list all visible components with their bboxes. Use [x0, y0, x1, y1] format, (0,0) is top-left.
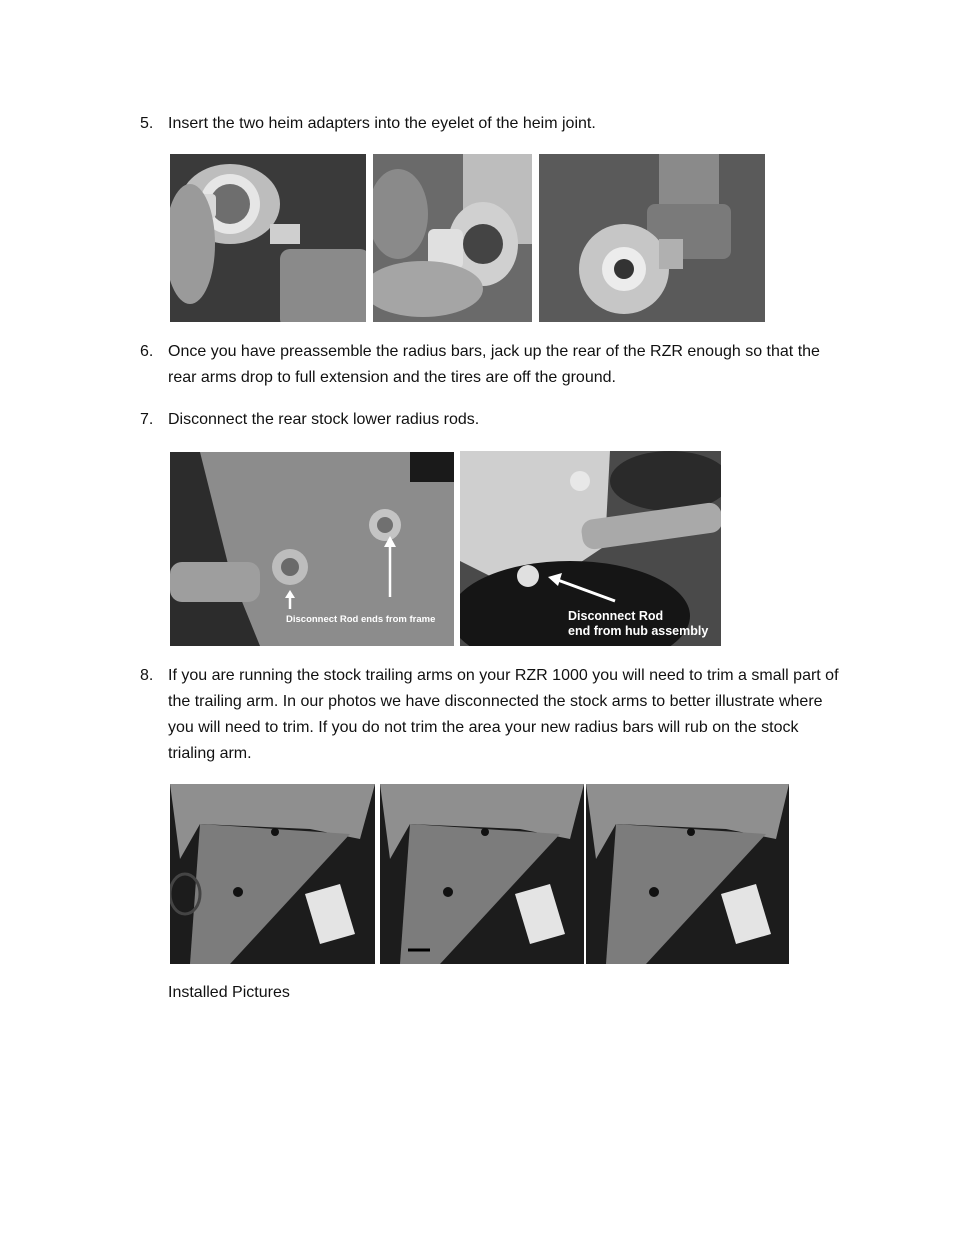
photo-disconnect-hub [460, 451, 721, 646]
photo-heim-adapter-1 [170, 154, 366, 322]
photo-trailing-arm-1 [170, 784, 375, 964]
heim-adapter-image [170, 154, 366, 322]
step-number: 7. [140, 411, 154, 428]
step-text: Once you have preassemble the radius bars, jack up the rear of the RZR enough so that the rear arms drop to full extension and the tires are off the ground. [168, 343, 820, 386]
trailing-arm-image [380, 784, 584, 964]
step-number: 6. [140, 343, 154, 360]
step-number: 5. [140, 115, 154, 132]
heim-adapter-image [539, 154, 765, 322]
step-number: 8. [140, 667, 154, 684]
photo-heim-adapter-3 [539, 154, 765, 322]
caption-hub-line-1: Disconnect Rod [568, 609, 664, 623]
trailing-arm-image [586, 784, 789, 964]
step-text: Insert the two heim adapters into the eyelet of the heim joint. [168, 115, 596, 132]
caption-hub [568, 609, 708, 639]
caption-hub-line-2: end from hub assembly [568, 624, 709, 638]
photo-heim-adapter-2 [373, 154, 532, 322]
caption-frame: Disconnect Rod ends from frame [286, 614, 436, 625]
photo-disconnect-frame [170, 452, 454, 646]
photo-trailing-arm-2 [380, 784, 584, 964]
installed-pictures-label: Installed Pictures [168, 984, 290, 1001]
photo-trailing-arm-3 [586, 784, 789, 964]
step-text: If you are running the stock trailing arms on your RZR 1000 you will need to trim a small part of the trailing arm. In our photos we have disconnected the stock arms to better illustrate where you will need to trim. If you do not trim the area your new radius bars will rub on the stock trialing arm. [168, 667, 839, 762]
step-text: Disconnect the rear stock lower radius rods. [168, 411, 480, 428]
trailing-arm-image [170, 784, 375, 964]
heim-adapter-image [373, 154, 532, 322]
